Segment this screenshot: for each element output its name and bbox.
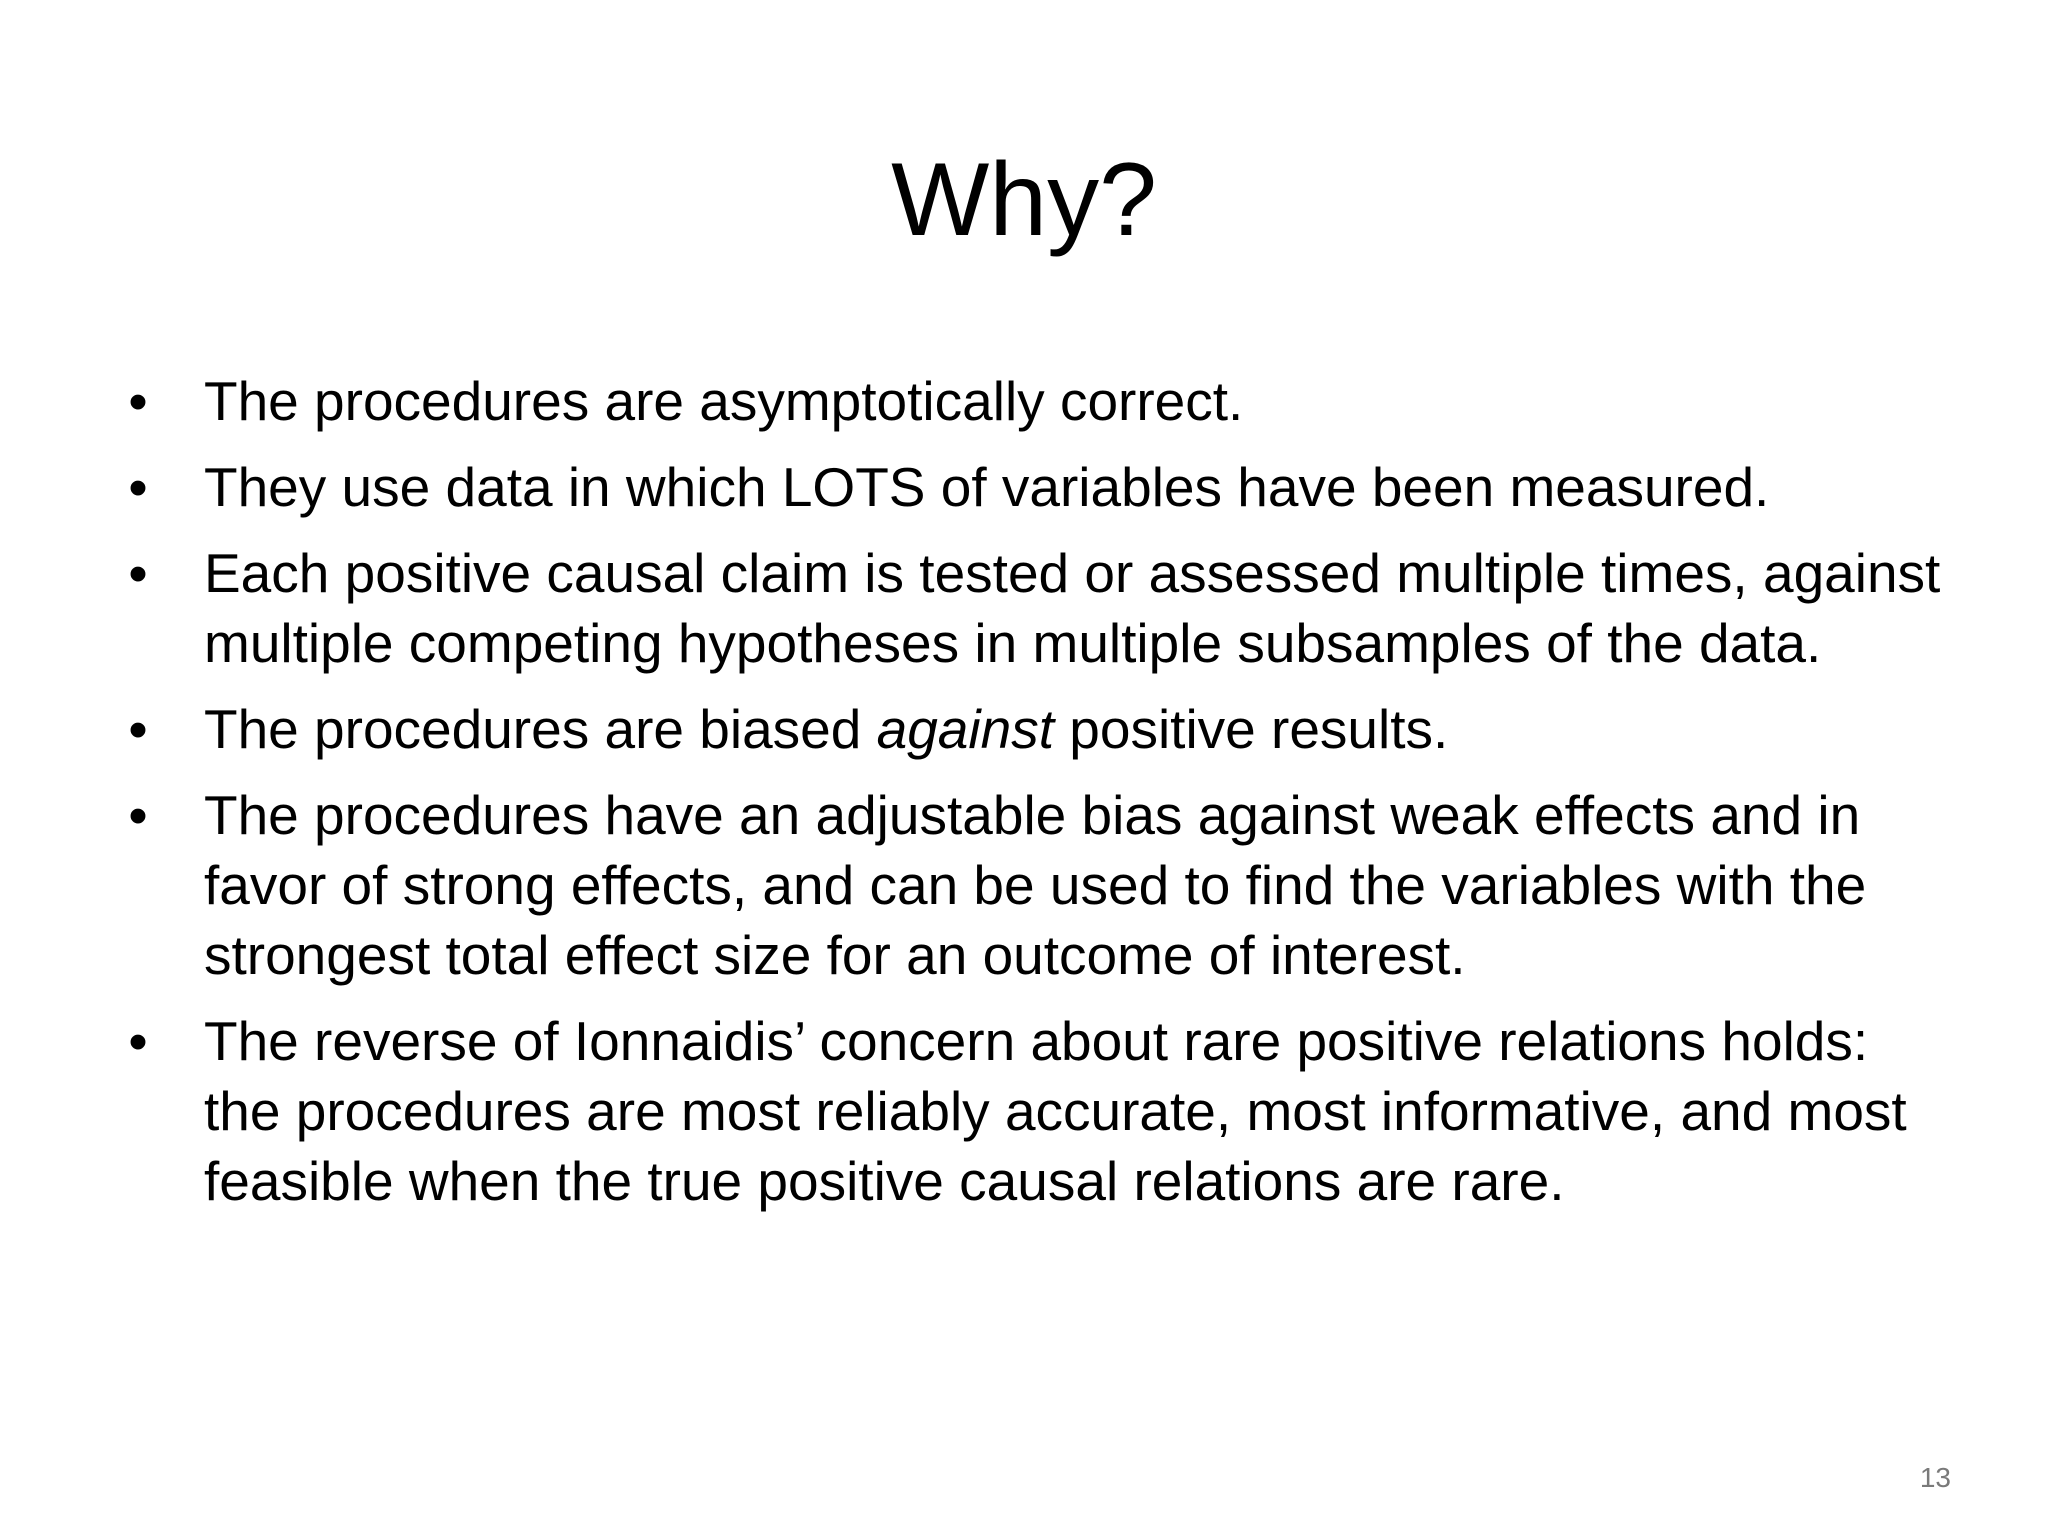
bullet-text-before: The procedures are biased [204,698,877,760]
bullet-item [118,1006,1948,1216]
bullet-text [204,698,1448,760]
bullet-item [118,452,1948,522]
bullet-item [118,694,1948,764]
bullet-icon: • [128,456,148,518]
bullet-text: The reverse of Ionnaidis’ concern about rare positive relations holds: the procedures are most reliably accurate, most informative, and most feasible when the true positive causal relations are rare. [204,1010,1907,1212]
bullet-icon: • [128,1010,148,1072]
bullet-icon: • [128,784,148,846]
bullet-icon: • [128,698,148,760]
bullet-item [118,538,1948,678]
bullet-text-after: positive results. [1053,698,1449,760]
bullet-text: They use data in which LOTS of variables have been measured. [204,456,1770,518]
bullet-icon: • [128,542,148,604]
bullet-icon: • [128,370,148,432]
bullet-text: The procedures have an adjustable bias against weak effects and in favor of strong effects, and can be used to find the variables with the strongest total effect size for an outcome of interest. [204,784,1867,986]
bullet-item [118,366,1948,436]
slide-title: Why? [891,142,1157,258]
bullet-list [118,366,1948,1232]
bullet-text: The procedures are asymptotically correct. [204,370,1244,432]
bullet-text: Each positive causal claim is tested or assessed multiple times, against multiple competing hypotheses in multiple subsamples of the data. [204,542,1941,674]
page-number: 13 [1919,1462,1951,1493]
bullet-text-emphasis: against [876,698,1054,760]
bullet-item [118,780,1948,990]
